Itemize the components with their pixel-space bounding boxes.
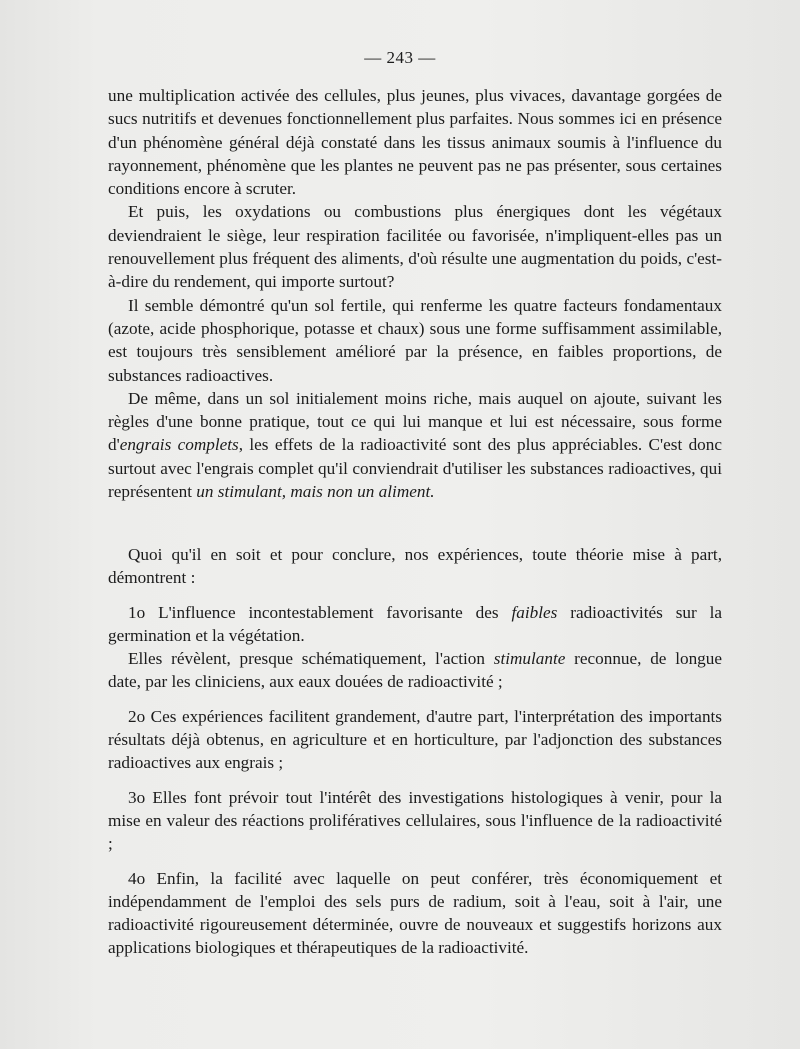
- emphasis-stimulant: un stimulant, mais non un aliment.: [196, 482, 435, 502]
- conclusion-item-3: 3o Elles font prévoir tout l'intérêt des investigations histologiques à venir, pour la mise en valeur des réactions prolifératives cellulaires, sous l'influence de la radioactivité ;: [108, 787, 722, 854]
- paragraph-engrais-text-a: De même, dans un sol initialement moins riche, mais auquel on ajoute, suivant les règles d'une bonne pratique, tout ce qui lui manque et lui est nécessaire, sous forme d': [108, 388, 722, 455]
- item-1-text-b: radioactivités sur la germination et la végétation.: [108, 602, 722, 645]
- conclusion-intro: Quoi qu'il en soit et pour conclure, nos expériences, toute théorie mise à part, démontrent :: [108, 545, 722, 588]
- paragraph-sol-fertile: Il semble démontré qu'un sol fertile, qui renferme les quatre facteurs fondamentaux (azote, acide phosphorique, potasse et chaux) sous une forme suffisamment assimilable, est toujours très sensiblement amélioré par la présence, en faibles proportions, de substances radioactives.: [108, 295, 722, 385]
- paragraph-engrais-complets: [108, 387, 722, 503]
- emphasis-stimulante: stimulante: [493, 649, 566, 669]
- conclusion-item-1: [108, 601, 722, 648]
- conclusion-section: [108, 543, 722, 960]
- emphasis-engrais-complets: engrais complets: [119, 435, 239, 455]
- body-text-top: [108, 84, 722, 503]
- item-1-text-a: 1o L'influence incontestablement favorisante des: [128, 602, 512, 622]
- conclusion-item-2: 2o Ces expériences facilitent grandement, d'autre part, l'interprétation des importants résultats déjà obtenus, en agriculture et en horticulture, par l'adjonction des substances radioactives aux engrais ;: [108, 706, 722, 773]
- page-number: — 243 —: [364, 48, 436, 67]
- emphasis-faibles: faibles: [511, 602, 558, 622]
- item-1b-text-a: Elles révèlent, presque schématiquement, l'action: [128, 649, 494, 669]
- paragraph-engrais-text-b: , les effets de la radioactivité sont des plus appréciables. C'est donc surtout avec l'engrais complet qu'il conviendrait d'utiliser les substances radioactives, qui représentent: [108, 435, 722, 502]
- conclusion-item-1-continued: [108, 647, 722, 694]
- paragraph-oxydations: Et puis, les oxydations ou combustions plus énergiques dont les végétaux deviendraient le siège, leur respiration facilitée ou favorisée, n'impliquent-elles pas un renouvellement plus fréquent des aliments, d'où résulte une augmentation du poids, c'est-à-dire du rendement, qui importe surtout?: [108, 202, 722, 292]
- conclusion-item-4: 4o Enfin, la facilité avec laquelle on peut conférer, très économiquement et indépendamment de l'emploi des sels purs de radium, soit à l'eau, soit à l'air, une radioactivité rigoureusement déterminée, ouvre de nouveaux et suggestifs horizons aux applications biologiques et thérapeutiques de la radioactivité.: [108, 868, 722, 958]
- paragraph-cell-multiplication: une multiplication activée des cellules, plus jeunes, plus vivaces, davantage gorgées de sucs nutritifs et devenues fonctionnellement plus parfaites. Nous sommes ici en présence d'un phénomène général déjà constaté dans les tissus animaux soumis à l'influence du rayonnement, phénomène que les plantes ne peuvent pas ne pas présenter, sous certaines conditions encore à scruter.: [108, 86, 722, 199]
- item-1b-text-b: reconnue, de longue date, par les cliniciens, aux eaux douées de radioactivité ;: [108, 649, 722, 692]
